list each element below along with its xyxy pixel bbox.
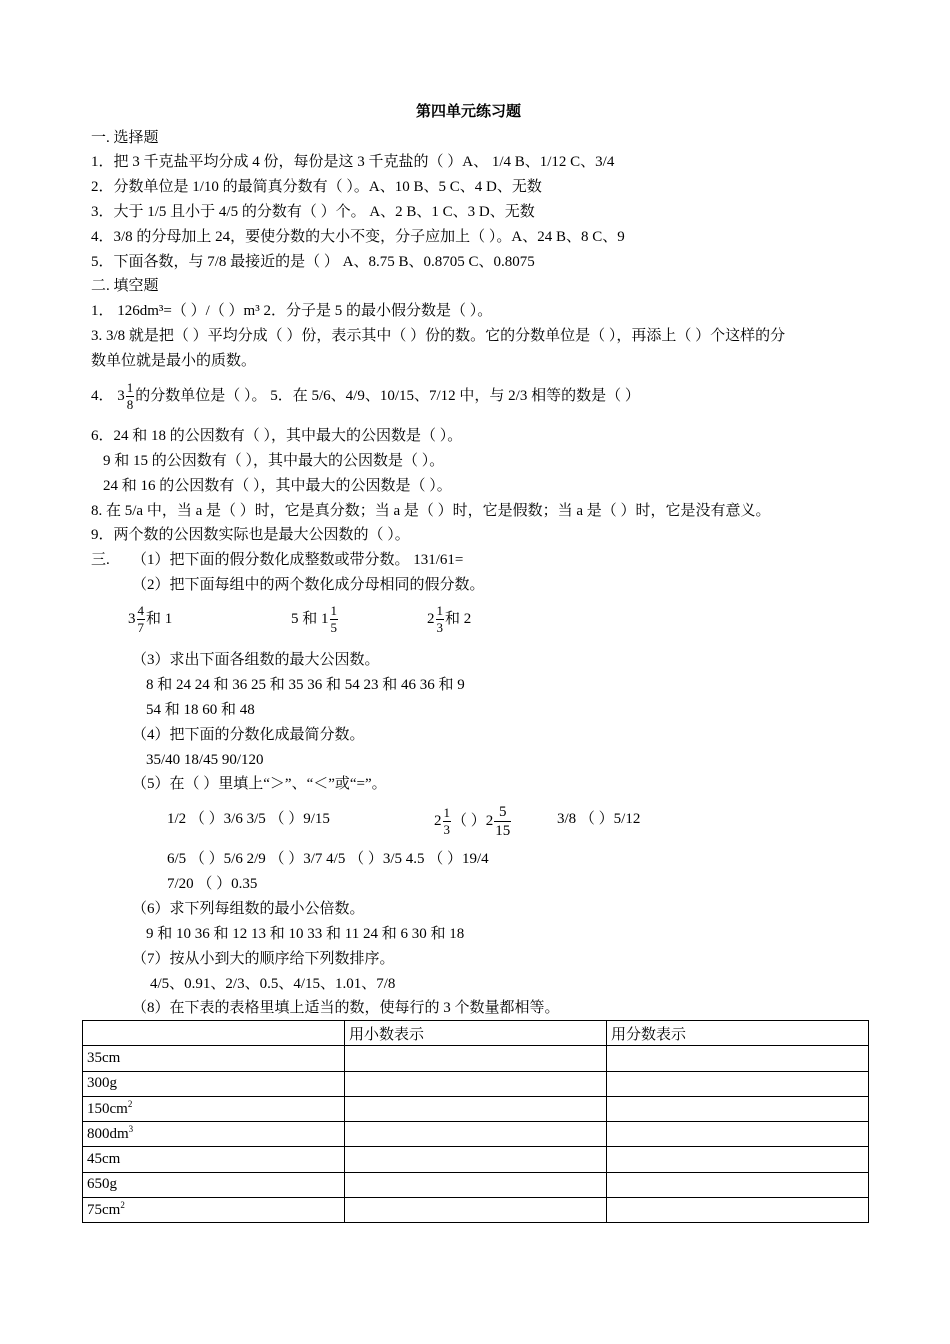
part6: （6）求下列每组数的最小公倍数。 <box>132 901 365 917</box>
part4-row: 35/40 18/45 90/120 <box>146 752 264 768</box>
fraction-denominator: 7 <box>137 620 144 635</box>
unit-exponent: 2 <box>120 1199 125 1210</box>
fraction-numerator: 1 <box>443 805 450 820</box>
item-tail: 和 1 <box>146 610 173 627</box>
fraction-answer-cell[interactable] <box>607 1147 869 1172</box>
quantity-value: 75cm <box>87 1201 121 1218</box>
fraction-numerator: 1 <box>126 380 134 395</box>
quantity-value: 800dm <box>87 1125 129 1142</box>
quantity-cell <box>83 1096 345 1121</box>
fill-q6-line2: 9 和 15 的公因数有（ ），其中最大的公因数是（ ）。 <box>103 453 445 469</box>
unit-exponent: 2 <box>127 1098 133 1109</box>
part2: （2）把下面每组中的两个数化成分母相同的假分数。 <box>132 577 485 593</box>
decimal-answer-cell[interactable] <box>345 1046 607 1071</box>
part1: （1）把下面的假分数化成整数或带分数。 131/61= <box>132 552 464 568</box>
decimal-answer-cell[interactable] <box>345 1122 607 1147</box>
section2-heading: 二. 填空题 <box>91 278 159 294</box>
fill-q1-q2: 1． 126dm³=（ ）/（ ）m³ 2．分子是 5 的最小假分数是（ ）。 <box>91 303 493 319</box>
mixed-whole: 2 <box>434 812 442 829</box>
fraction-answer-cell[interactable] <box>607 1071 869 1096</box>
part2-item2 <box>291 603 339 636</box>
quantity-cell <box>83 1172 345 1197</box>
choice-q2: 2．分数单位是 1/10 的最简真分数有（ ）。A、10 B、5 C、4 D、无数 <box>91 179 542 195</box>
fill-q4-whole: 3 <box>117 387 125 404</box>
quantity-cell <box>83 1122 345 1147</box>
decimal-answer-cell[interactable] <box>345 1096 607 1121</box>
table-row <box>83 1071 869 1096</box>
fraction-numerator: 1 <box>330 603 338 618</box>
table-row <box>83 1172 869 1197</box>
fill-q4-number: 4． <box>91 387 118 404</box>
table-row <box>83 1147 869 1172</box>
choice-q1: 1．把 3 千克盐平均分成 4 份，每份是这 3 千克盐的（ ）A、 1/4 B、1/12 C、3/4 <box>91 154 615 170</box>
fraction-answer-cell[interactable] <box>607 1046 869 1071</box>
mixed-whole: 3 <box>128 610 136 627</box>
part5: （5）在（ ）里填上“＞”、“＜”或“=”。 <box>132 776 387 792</box>
quantity-value: 45cm <box>87 1151 121 1168</box>
item-tail: 和 2 <box>445 610 472 627</box>
fill-q4-rest: 的分数单位是（ ）。 5．在 5/6、4/9、10/15、7/12 中，与 2/3 相等的数是（ ） <box>135 387 640 404</box>
fraction-answer-cell[interactable] <box>607 1172 869 1197</box>
part5-row1-mixed <box>434 803 512 840</box>
fill-q4-q5 <box>91 380 640 413</box>
part3-row2: 54 和 18 60 和 48 <box>146 702 255 718</box>
table-row <box>83 1122 869 1147</box>
mixed-whole: 2 <box>427 610 435 627</box>
fraction-denominator: 15 <box>495 823 511 839</box>
section1-heading: 一. 选择题 <box>91 130 159 146</box>
fraction <box>137 603 146 636</box>
fraction-answer-cell[interactable] <box>607 1198 869 1223</box>
part3: （3）求出下面各组数的最大公因数。 <box>132 652 380 668</box>
part3-row1: 8 和 24 24 和 36 25 和 35 36 和 54 23 和 46 36 和 9 <box>146 677 465 693</box>
compare-blank: （ ）2 <box>452 812 494 829</box>
table-header-row <box>83 1021 869 1046</box>
fraction <box>436 603 445 636</box>
table-header-cell: 用小数表示 <box>345 1021 607 1046</box>
fill-q3-line2: 数单位就是最小的质数。 <box>91 353 257 369</box>
conversion-table <box>82 1020 869 1223</box>
fraction-denominator: 8 <box>126 397 134 412</box>
choice-q5: 5．下面各数，与 7/8 最接近的是（ ） A、8.75 B、0.8705 C、0.8075 <box>91 254 535 270</box>
decimal-answer-cell[interactable] <box>345 1147 607 1172</box>
fill-q6-line3: 24 和 16 的公因数有（ ），其中最大的公因数是（ ）。 <box>103 478 452 494</box>
quantity-cell <box>83 1147 345 1172</box>
quantity-value: 150cm <box>87 1100 128 1117</box>
choice-q4: 4．3/8 的分母加上 24，要使分数的大小不变，分子应加上（ ）。A、24 B、8 C、9 <box>91 229 625 245</box>
fill-q3-line1: 3. 3/8 就是把（ ）平均分成（ ）份，表示其中（ ）份的数。它的分数单位是（ ），再添上（ ）个这样的分 <box>91 328 786 344</box>
fill-q9: 9．两个数的公因数实际也是最大公因数的（ ）。 <box>91 527 410 543</box>
item-lead: 5 和 1 <box>291 610 329 627</box>
fill-q8: 8. 在 5/a 中，当 a 是（ ）时，它是真分数；当 a 是（ ）时，它是假数；当 a 是（ ）时，它是没有意义。 <box>91 503 771 519</box>
section3-heading: 三. <box>91 552 110 568</box>
fill-q6-line1: 6．24 和 18 的公因数有（ ），其中最大的公因数是（ ）。 <box>91 428 463 444</box>
table-header-cell: 用分数表示 <box>607 1021 869 1046</box>
part2-item1 <box>128 603 172 636</box>
quantity-cell <box>83 1198 345 1223</box>
fraction-answer-cell[interactable] <box>607 1096 869 1121</box>
fraction-denominator: 3 <box>436 620 443 635</box>
quantity-value: 650g <box>87 1176 117 1193</box>
choice-q3: 3．大于 1/5 且小于 4/5 的分数有（ ）个。 A、2 B、1 C、3 D、无数 <box>91 204 535 220</box>
part8: （8）在下表的表格里填上适当的数，使每行的 3 个数量都相等。 <box>132 1000 560 1016</box>
table-row <box>83 1046 869 1071</box>
fraction <box>443 805 452 838</box>
decimal-answer-cell[interactable] <box>345 1071 607 1096</box>
part2-item3 <box>427 603 471 636</box>
quantity-value: 35cm <box>87 1049 121 1066</box>
decimal-answer-cell[interactable] <box>345 1172 607 1197</box>
table-row <box>83 1096 869 1121</box>
quantity-cell <box>83 1071 345 1096</box>
part7: （7）按从小到大的顺序给下列数排序。 <box>132 951 395 967</box>
quantity-cell <box>83 1046 345 1071</box>
fill-q4-fraction <box>126 380 135 413</box>
fraction-denominator: 5 <box>330 620 338 635</box>
fraction-numerator: 5 <box>494 803 511 822</box>
table-row <box>83 1198 869 1223</box>
part6-row: 9 和 10 36 和 12 13 和 10 33 和 11 24 和 6 30 和 18 <box>146 926 465 942</box>
fraction-numerator: 4 <box>137 603 144 618</box>
page-title: 第四单元练习题 <box>416 104 522 120</box>
part5-row1a: 1/2 （ ）3/6 3/5 （ ）9/15 <box>167 811 330 827</box>
part7-row: 4/5、0.91、2/3、0.5、4/15、1.01、7/8 <box>150 976 396 992</box>
table-header-cell <box>83 1021 345 1046</box>
part5-row1b: 3/8 （ ）5/12 <box>557 811 641 827</box>
unit-exponent: 3 <box>128 1123 134 1134</box>
fraction <box>330 603 339 636</box>
fraction-denominator: 3 <box>443 822 450 837</box>
part5-row2: 6/5 （ ）5/6 2/9 （ ）3/7 4/5 （ ）3/5 4.5 （ ）19/4 <box>167 851 489 867</box>
fraction-numerator: 1 <box>436 603 443 618</box>
decimal-answer-cell[interactable] <box>345 1198 607 1223</box>
fraction-answer-cell[interactable] <box>607 1122 869 1147</box>
part4: （4）把下面的分数化成最简分数。 <box>132 727 365 743</box>
quantity-value: 300g <box>87 1075 117 1092</box>
part5-row3: 7/20 （ ）0.35 <box>167 876 258 892</box>
fraction <box>494 803 511 840</box>
